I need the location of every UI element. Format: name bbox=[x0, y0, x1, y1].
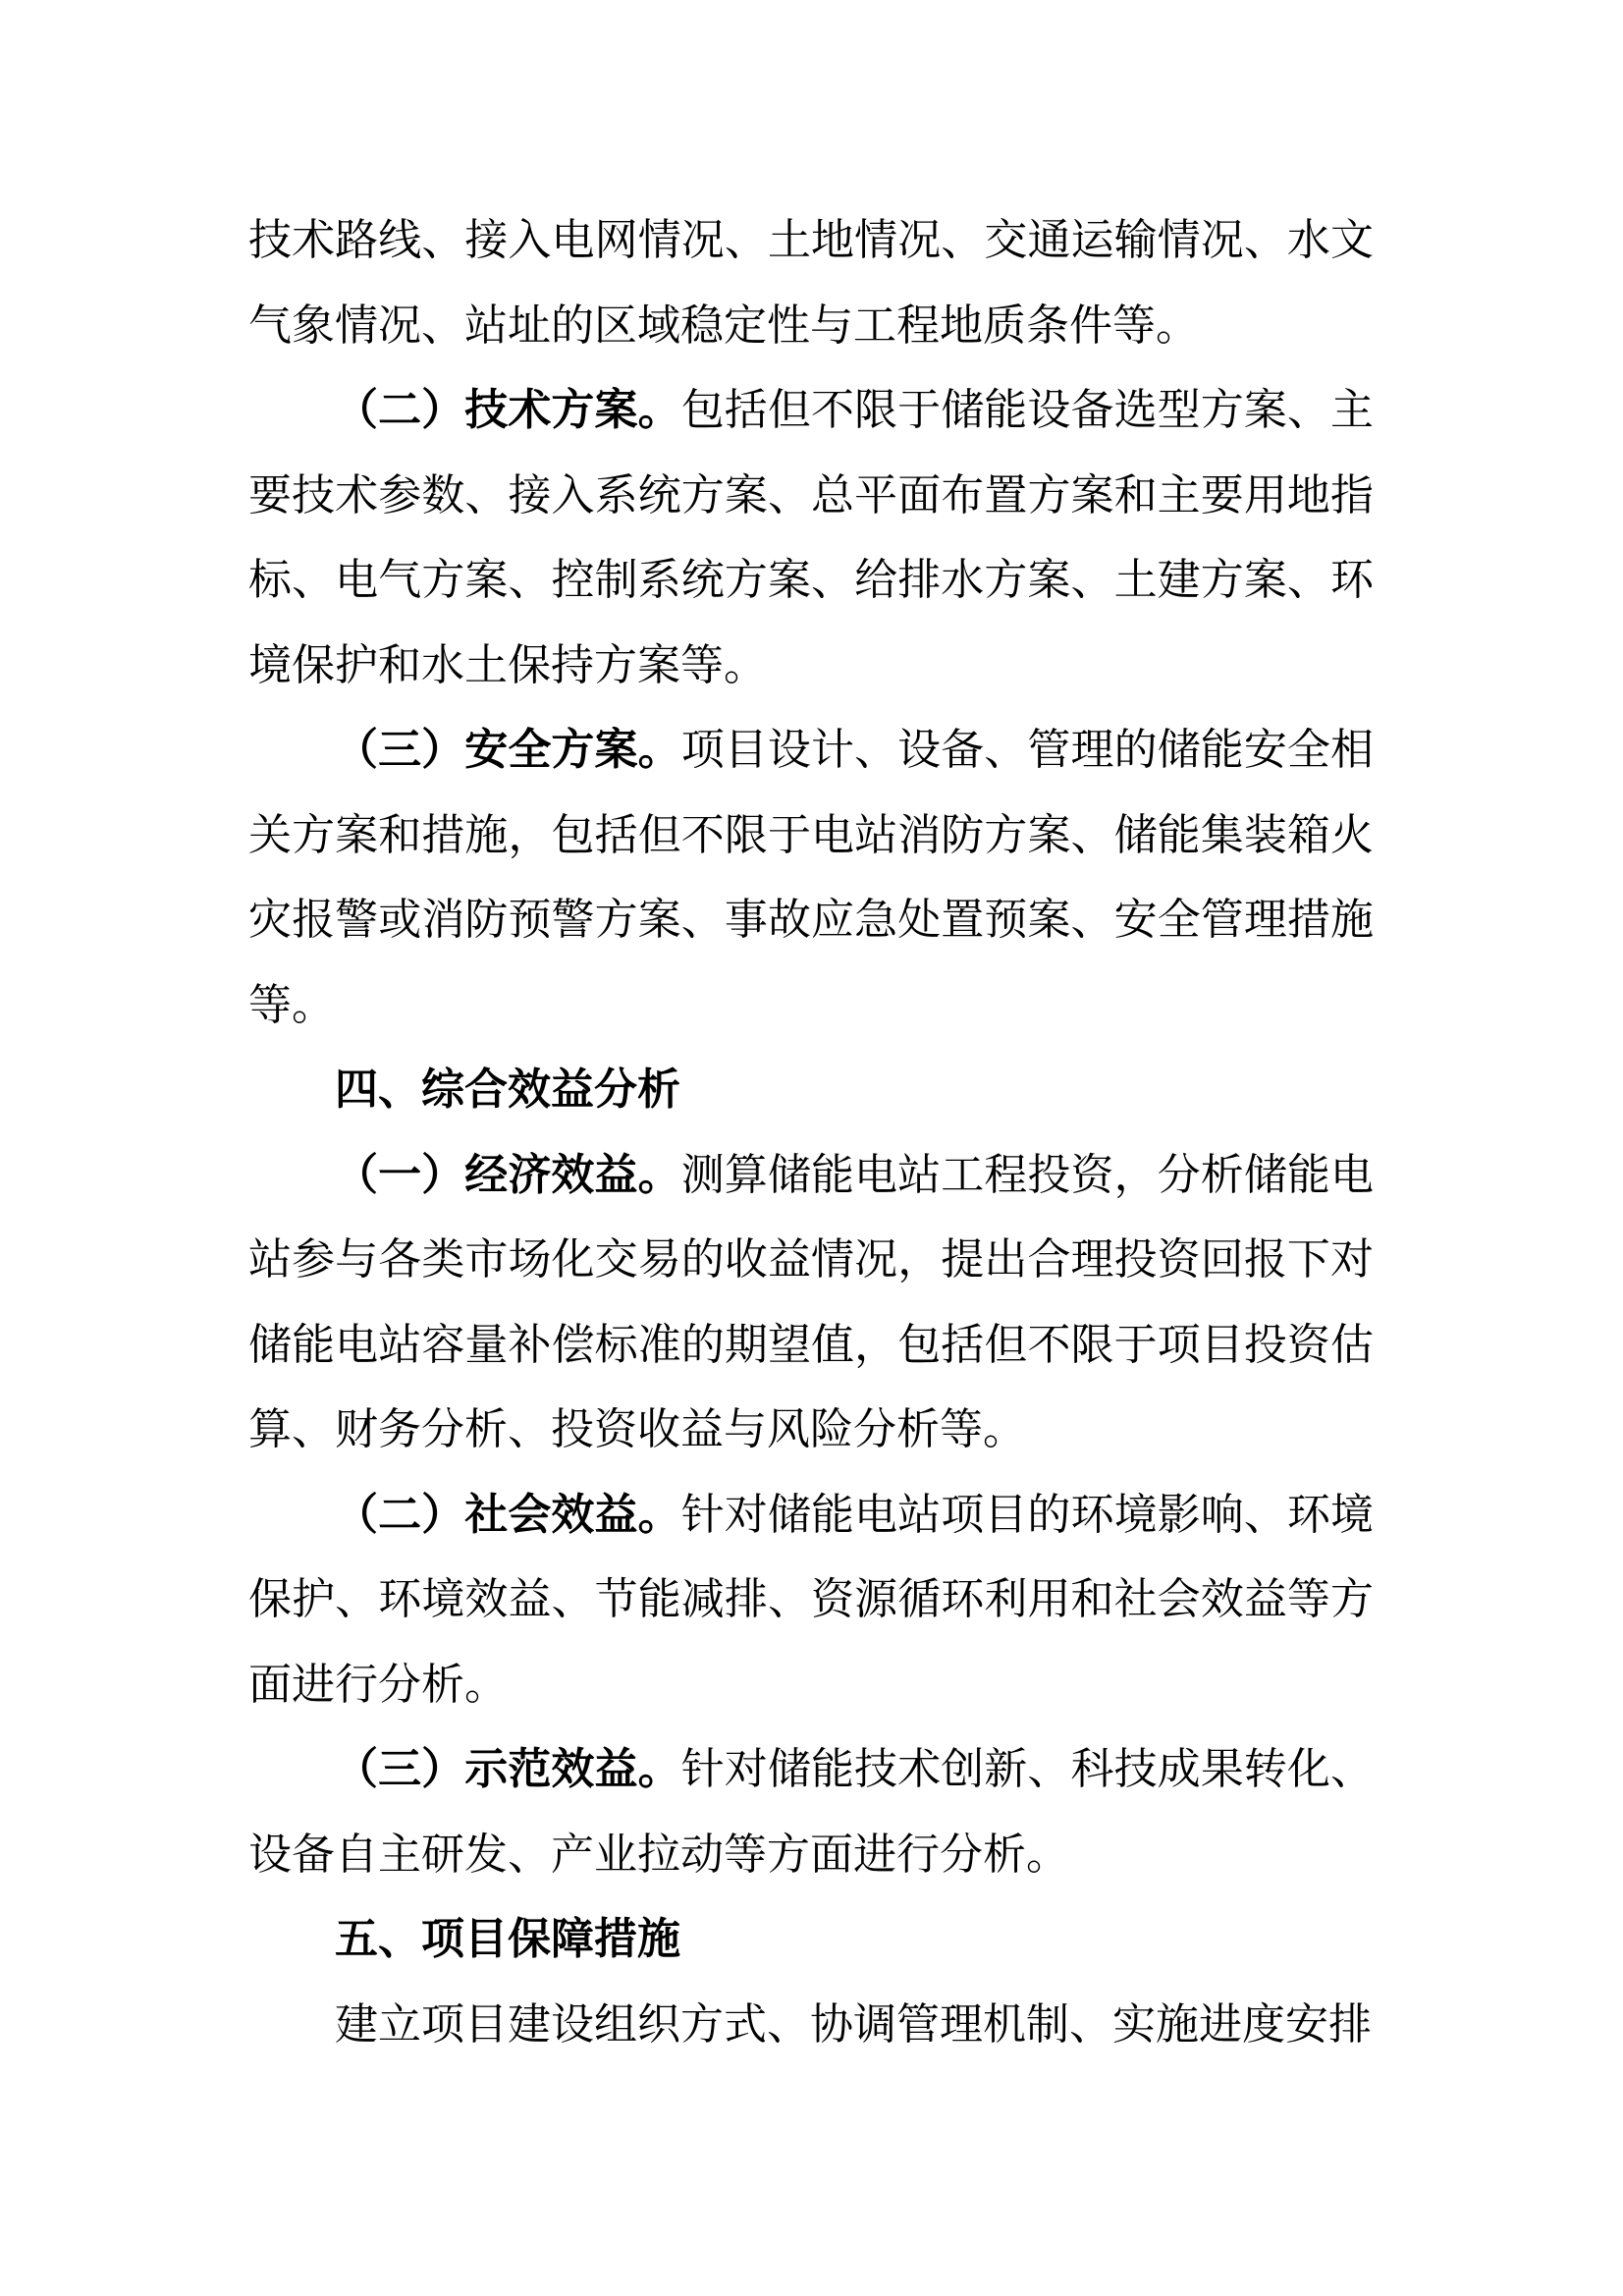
paragraph-social-benefit bbox=[248, 1473, 1374, 1728]
paragraph-economic-benefit bbox=[248, 1133, 1374, 1473]
paragraph-lead: （三）示范效益。 bbox=[335, 1744, 681, 1794]
paragraph-text: 技术路线、接入电网情况、土地情况、交通运输情况、水文气象情况、站址的区域稳定性与工程地质条件等。 bbox=[248, 215, 1374, 351]
paragraph-lead: （二）技术方案。 bbox=[335, 385, 681, 435]
section-heading-project-safeguards bbox=[248, 1897, 1374, 1983]
section-heading-text: 五、项目保障措施 bbox=[335, 1915, 680, 1963]
paragraph-text: 针对储能技术创新、科技成果转化、设备自主研发、产业拉动等方面进行分析。 bbox=[248, 1744, 1375, 1880]
paragraph-text: 包括但不限于储能设备选型方案、主要技术参数、接入系统方案、总平面布置方案和主要用地指标、电气方案、控制系统方案、给排水方案、土建方案、环境保护和水土保持方案等。 bbox=[248, 385, 1375, 690]
paragraph-demonstration-benefit bbox=[248, 1727, 1374, 1897]
paragraph-safeguard-measures bbox=[248, 1983, 1374, 2068]
section-heading-text: 四、综合效益分析 bbox=[335, 1066, 680, 1114]
paragraph-lead: （三）安全方案。 bbox=[335, 725, 681, 775]
section-heading-benefit-analysis bbox=[248, 1048, 1374, 1133]
paragraph-technical-plan bbox=[248, 368, 1374, 708]
paragraph-siting-continuation bbox=[248, 198, 1374, 368]
paragraph-lead: （一）经济效益。 bbox=[335, 1149, 681, 1200]
paragraph-text: 建立项目建设组织方式、协调管理机制、实施进度安排 bbox=[335, 1998, 1372, 2050]
paragraph-lead: （二）社会效益。 bbox=[335, 1489, 681, 1540]
paragraph-text: 针对储能电站项目的环境影响、环境保护、环境效益、节能减排、资源循环利用和社会效益等方面进行分析。 bbox=[248, 1489, 1375, 1710]
paragraph-text: 项目设计、设备、管理的储能安全相关方案和措施，包括但不限于电站消防方案、储能集装箱火灾报警或消防预警方案、事故应急处置预案、安全管理措施等。 bbox=[248, 725, 1375, 1030]
paragraph-safety-plan bbox=[248, 708, 1374, 1048]
paragraph-text: 测算储能电站工程投资，分析储能电站参与各类市场化交易的收益情况，提出合理投资回报下对储能电站容量补偿标准的期望值，包括但不限于项目投资估算、财务分析、投资收益与风险分析等。 bbox=[248, 1149, 1375, 1454]
document-text-block bbox=[248, 198, 1374, 2067]
